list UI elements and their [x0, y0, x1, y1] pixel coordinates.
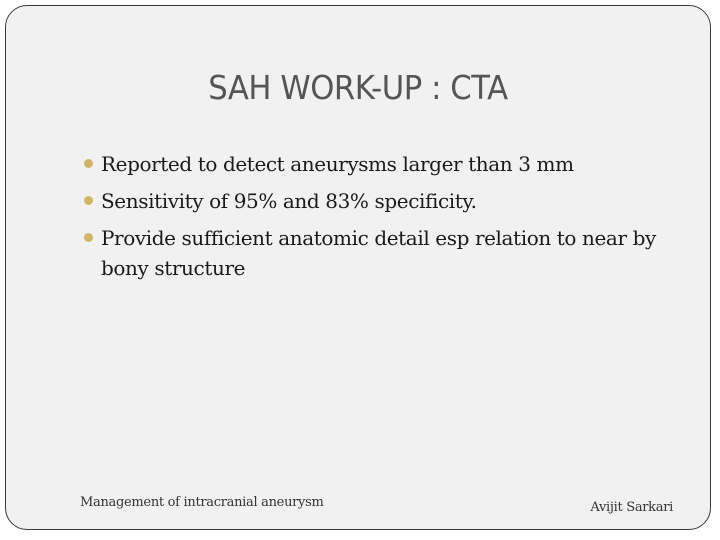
bullet-text: Provide sufficient anatomic detail esp relation to near by bony structure: [101, 226, 656, 280]
bullet-text: Sensitivity of 95% and 83% specificity.: [101, 189, 477, 213]
slide-title: SAH WORK-UP : CTA: [208, 68, 508, 107]
bullet-text: Reported to detect aneurysms larger than 3 mm: [101, 152, 574, 176]
bullet-item: [80, 186, 670, 216]
bullet-item: [80, 149, 670, 179]
footer-author: Avijit Sarkari: [590, 500, 673, 515]
bullet-list: [80, 149, 670, 290]
bullet-dot-icon: [84, 196, 93, 205]
bullet-dot-icon: [84, 159, 93, 168]
bullet-dot-icon: [84, 233, 93, 242]
footer-presentation-title: Management of intracranial aneurysm: [80, 495, 324, 510]
slide-frame: [5, 5, 711, 530]
bullet-item: [80, 223, 670, 283]
